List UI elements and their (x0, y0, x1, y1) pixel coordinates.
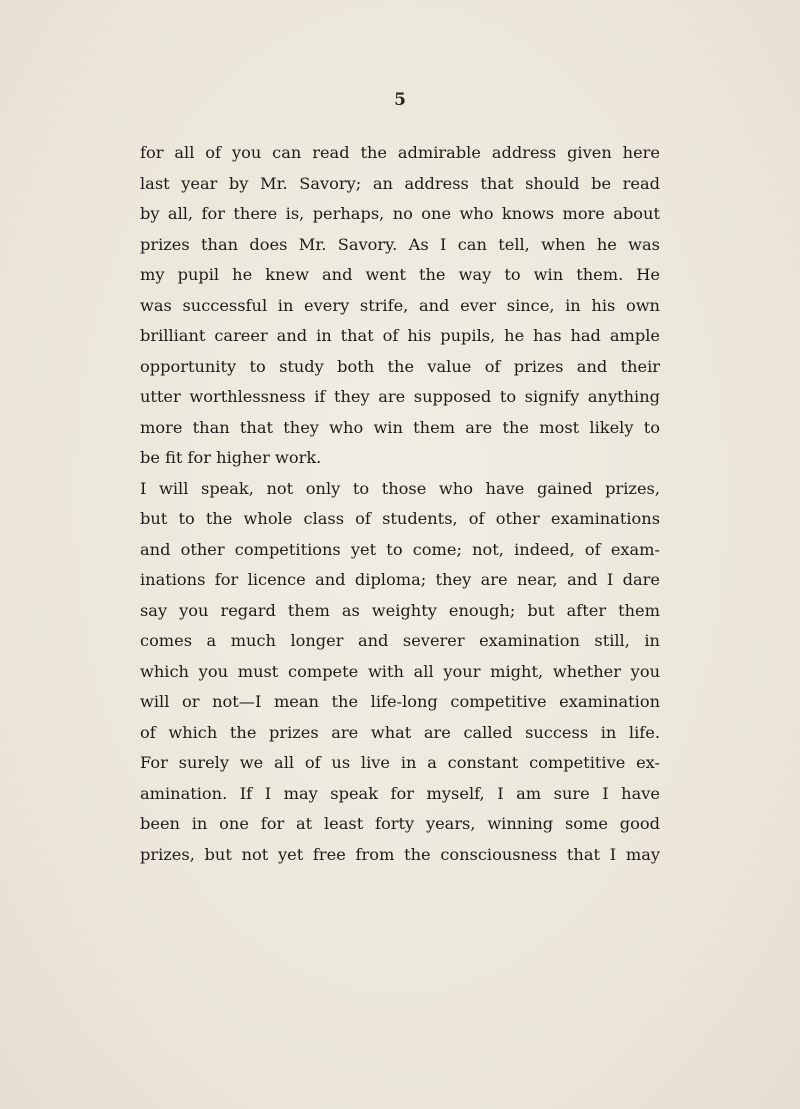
text-line: amination. If I may speak for myself, I am sure I have (140, 783, 660, 803)
text-line: utter worthlessness if they are supposed to signify anything (140, 387, 660, 406)
text-line: by all, for there is, perhaps, no one who knows more about (140, 204, 660, 223)
text-line: my pupil he knew and went the way to win them. He (140, 265, 660, 284)
text-line: which you must compete with all your might, whether you (140, 661, 660, 681)
text-line: of which the prizes are what are called success in life. (140, 722, 660, 742)
text-line: say you regard them as weighty enough; but after them (140, 600, 660, 620)
text-line: prizes, but not yet free from the consciousness that I may (140, 844, 660, 864)
text-line: more than that they who win them are the most likely to (140, 417, 660, 437)
text-line: but to the whole class of students, of other examinations (140, 509, 660, 528)
text-line: last year by Mr. Savory; an address that should be read (140, 173, 660, 193)
text-line: will or not—I mean the life-long competitive examination (140, 692, 660, 711)
text-line: inations for licence and diploma; they are near, and I dare (140, 570, 660, 589)
paragraph-start-line: I will speak, not only to those who have gained prizes, (140, 478, 660, 498)
text-line: been in one for at least forty years, winning some good (140, 814, 660, 833)
paragraph-end-line: be fit for higher work. (140, 448, 322, 467)
text-line: for all of you can read the admirable address given here (140, 143, 660, 162)
body-text (140, 138, 660, 870)
text-line: was successful in every strife, and ever since, in his own (140, 295, 660, 315)
text-line: brilliant career and in that of his pupils, he has had ample (140, 326, 660, 345)
text-line: comes a much longer and severer examination still, in (140, 631, 660, 650)
page-number: 5 (394, 90, 406, 110)
text-line: opportunity to study both the value of prizes and their (140, 356, 660, 376)
text-line: and other competitions yet to come; not, indeed, of exam- (140, 539, 660, 559)
text-line: prizes than does Mr. Savory. As I can tell, when he was (140, 234, 660, 254)
text-line: For surely we all of us live in a constant competitive ex- (140, 753, 660, 772)
